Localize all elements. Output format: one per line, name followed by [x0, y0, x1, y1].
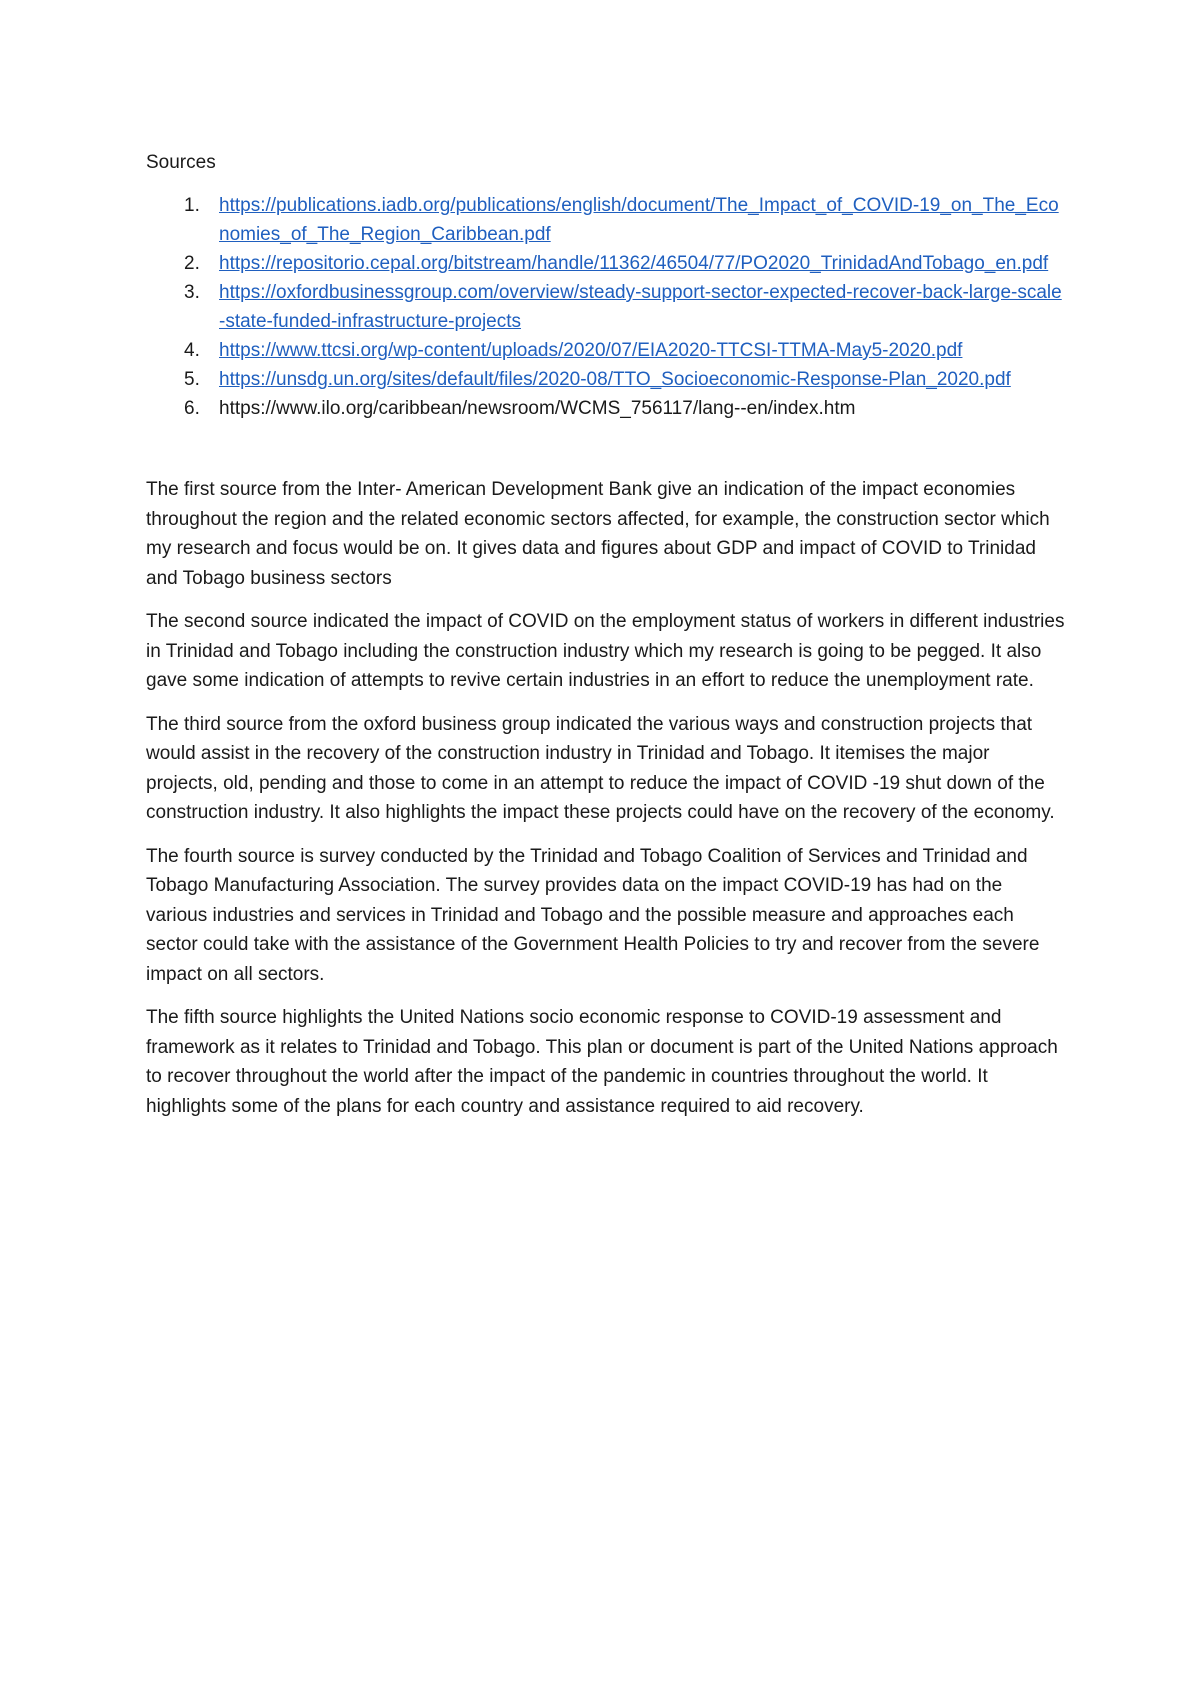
paragraph-second-source: The second source indicated the impact of COVID on the employment status of workers in different industries in Trinidad and Tobago including the construction industry which my research is going to be pegged. It also gave some indication of attempts to revive certain industries in an effort to reduce the unemployment rate.: [146, 611, 1065, 691]
source-text-6: https://www.ilo.org/caribbean/newsroom/WCMS_756117/lang--en/index.htm: [219, 398, 856, 419]
source-number: 4.: [184, 340, 200, 361]
source-descriptions: [146, 475, 1066, 1121]
source-number: 5.: [184, 369, 200, 390]
source-link-2[interactable]: https://repositorio.cepal.org/bitstream/handle/11362/46504/77/PO2020_TrinidadAndTobago_en.pdf: [219, 253, 1049, 274]
sources-heading: Sources: [146, 152, 216, 173]
paragraph-first-source: The first source from the Inter- American Development Bank give an indication of the impact economies throughout the region and the related economic sectors affected, for example, the construction sector which my research and focus would be on. It gives data and figures about GDP and impact of COVID to Trinidad and Tobago business sectors: [146, 479, 1050, 589]
paragraph-fifth-source: The fifth source highlights the United Nations socio economic response to COVID-19 assessment and framework as it relates to Trinidad and Tobago. This plan or document is part of the United Nations approach to recover throughout the world after the impact of the pandemic in countries throughout the world. It highlights some of the plans for each country and assistance required to aid recovery.: [146, 1007, 1058, 1117]
source-number: 6.: [184, 398, 200, 419]
source-link-5[interactable]: https://unsdg.un.org/sites/default/files/2020-08/TTO_Socioeconomic-Response-Plan_2020.pdf: [219, 369, 1011, 390]
paragraph-third-source: The third source from the oxford business group indicated the various ways and construction projects that would assist in the recovery of the construction industry in Trinidad and Tobago. It itemises the major projects, old, pending and those to come in an attempt to reduce the impact of COVID -19 shut down of the construction industry. It also highlights the impact these projects could have on the recovery of the economy.: [146, 713, 1055, 823]
source-item-3: [146, 278, 1066, 336]
document-body: [146, 148, 1066, 1135]
source-number: 2.: [184, 253, 200, 274]
source-item-1: [146, 191, 1066, 249]
source-link-3[interactable]: https://oxfordbusinessgroup.com/overview/steady-support-sector-expected-recover-back-large-scale-state-funded-infrastructure-projects: [219, 282, 1062, 332]
source-number: 1.: [184, 195, 200, 216]
paragraph-fourth-source: The fourth source is survey conducted by the Trinidad and Tobago Coalition of Services and Trinidad and Tobago Manufacturing Association. The survey provides data on the impact COVID-19 has had on the various industries and services in Trinidad and Tobago and the possible measure and approaches each sector could take with the assistance of the Government Health Policies to try and recover from the severe impact on all sectors.: [146, 845, 1040, 985]
source-item-2: [146, 249, 1066, 278]
source-item-4: [146, 336, 1066, 365]
source-link-1[interactable]: https://publications.iadb.org/publications/english/document/The_Impact_of_COVID-19_on_The_Economies_of_The_Region_Caribbean.pdf: [219, 195, 1059, 245]
source-item-6: [146, 394, 1066, 423]
sources-list: [146, 191, 1066, 423]
source-number: 3.: [184, 282, 200, 303]
source-item-5: [146, 365, 1066, 394]
source-link-4[interactable]: https://www.ttcsi.org/wp-content/uploads/2020/07/EIA2020-TTCSI-TTMA-May5-2020.pdf: [219, 340, 963, 361]
